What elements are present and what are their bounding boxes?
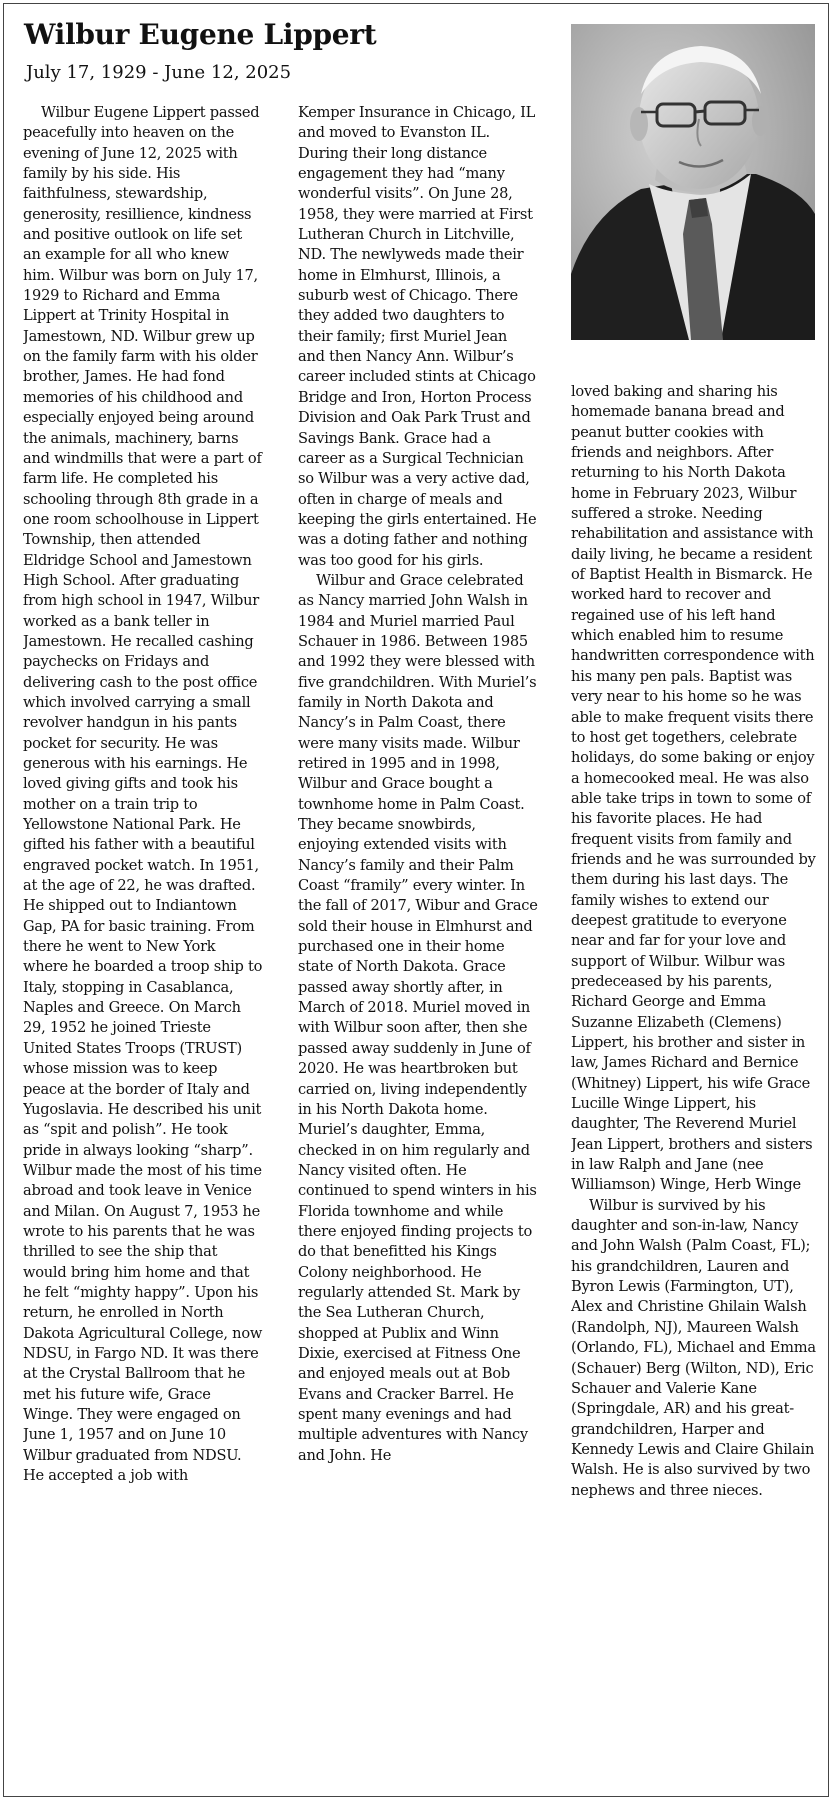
paragraph-early-life: Wilbur Eugene Lippert passed peacefully into heaven on the evening of June 12, 2025 with family by his side. His faithfulness, stewardship, generosity, resillience, kindness and positive outlook on life set an example for all who knew him. Wilbur was born on July 17, 1929 to Richard and Emma Lippert at Trinity Hospital in Jamestown, ND. Wilbur grew up on the family farm with his older brother, James. He had fond memories of his childhood and especially enjoyed being around the animals, machinery, barns and windmills that were a part of farm life. He completed his schooling through 8th grade in a one room schoolhouse in Lippert Township, then attended Eldridge School and Jamestown High School. After graduating from high school in 1947, Wilbur worked as a bank teller in Jamestown. He recalled cashing paychecks on Fridays and delivering cash to the post office which involved carrying a small revolver handgun in his pants pocket for security. He was generous with his earnings. He loved giving gifts and took his mother on a train trip to Yellowstone National Park. He gifted his father with a beautiful engraved pocket watch. In 1951, at the age of 22, he was drafted. He shipped out to Indiantown Gap, PA for basic training. From there he went to New York where he boarded a troop ship to Italy, stopping in Casablanca, Naples and Greece. On March 29, 1952 he joined Trieste United States Troops (TRUST) whose mission was to keep peace at the border of Italy and Yugoslavia. He described his unit as “spit and polish”. He took pride in always looking “sharp”. Wilbur made the most of his time abroad and took leave in Venice and Milan. On August 7, 1953 he wrote to his parents that he was thrilled to see the ship that would bring him home and that he felt “mighty happy”. Upon his return, he enrolled in North Dakota Agricultural College, now NDSU, in Fargo ND. It was there at the Crystal Ballroom that he met his future wife, Grace Winge. They were engaged on June 1, 1957 and on June 10 Wilbur graduated from NDSU. He accepted a job with xyxy=(23,104,263,1485)
life-dates: July 17, 1929 - June 12, 2025 xyxy=(26,62,292,83)
text-column-2 xyxy=(298,103,538,1793)
obituary-page xyxy=(3,3,829,1797)
paragraph-survivors: Wilbur is survived by his daughter and son-in-law, Nancy and John Walsh (Palm Coast, FL); his grandchildren, Lauren and Byron Lewis (Farmington, UT), Alex and Christine Ghilain Walsh (Randolph, NJ), Maureen Walsh (Orlando, FL), Michael and Emma (Schauer) Berg (Wilton, ND), Eric Schauer and Valerie Kane (Springdale, AR) and his great-grandchildren, Harper and Kennedy Lewis and Claire Ghilain Walsh. He is also survived by two nephews and three nieces. xyxy=(571,1196,816,1499)
paragraph-retirement: Wilbur and Grace celebrated as Nancy married John Walsh in 1984 and Muriel married Paul Schauer in 1986. Between 1985 and 1992 they were blessed with five grandchildren. With Muriel’s family in North Dakota and Nancy’s in Palm Coast, there were many visits made. Wilbur retired in 1995 and in 1998, Wilbur and Grace bought a townhome home in Palm Coast. They became snowbirds, enjoying extended visits with Nancy’s family and their Palm Coast “framily” every winter. In the fall of 2017, Wibur and Grace sold their house in Elmhurst and purchased one in their home state of North Dakota. Grace passed away shortly after, in March of 2018. Muriel moved in with Wilbur soon after, then she passed away suddenly in June of 2020. He was heartbroken but carried on, living independently in his North Dakota home. Muriel’s daughter, Emma, checked in on him regularly and Nancy visited often. He continued to spend winters in his Florida townhome and while there enjoyed finding projects to do that benefitted his Kings Colony neighborhood. He regularly attended St. Mark by the Sea Lutheran Church, shopped at Publix and Winn Dixie, exercised at Fitness One and enjoyed meals out at Bob Evans and Cracker Barrel. He spent many evenings and had multiple adventures with Nancy and John. He xyxy=(298,571,538,1464)
text-column-3 xyxy=(571,382,816,1792)
obituary-title: Wilbur Eugene Lippert xyxy=(24,18,377,51)
paragraph-later-life: loved baking and sharing his homemade banana bread and peanut butter cookies with friends and neighbors. After returning to his North Dakota home in February 2023, Wilbur suffered a stroke. Needing rehabilitation and assistance with daily living, he became a resident of Baptist Health in Bismarck. He worked hard to recover and regained use of his left hand which enabled him to resume handwritten correspondence with his many pen pals. Baptist was very near to his home so he was able to make frequent visits there to host get togethers, celebrate holidays, do some baking or enjoy a homecooked meal. He was also able take trips in town to some of his favorite places. He had frequent visits from family and friends and he was surrounded by them during his last days. The family wishes to extend our deepest gratitude to everyone near and far for your love and support of Wilbur. Wilbur was predeceased by his parents, Richard George and Emma Suzanne Elizabeth (Clemens) Lippert, his brother and sister in law, James Richard and Bernice (Whitney) Lippert, his wife Grace Lucille Winge Lippert, his daughter, The Reverend Muriel Jean Lippert, brothers and sisters in law Ralph and Jane (nee Williamson) Winge, Herb Winge xyxy=(571,383,816,1194)
paragraph-marriage: Kemper Insurance in Chicago, IL and moved to Evanston IL. During their long distance engagement they had “many wonderful visits”. On June 28, 1958, they were married at First Lutheran Church in Litchville, ND. The newlyweds made their home in Elmhurst, Illinois, a suburb west of Chicago. There they added two daughters to their family; first Muriel Jean and then Nancy Ann. Wilbur’s career included stints at Chicago Bridge and Iron, Horton Process Division and Oak Park Trust and Savings Bank. Grace had a career as a Surgical Technician so Wilbur was a very active dad, often in charge of meals and keeping the girls entertained. He was a doting father and nothing was too good for his girls. xyxy=(298,104,537,569)
portrait-image xyxy=(571,24,815,340)
portrait-photo xyxy=(571,24,815,340)
text-column-1 xyxy=(23,103,263,1793)
